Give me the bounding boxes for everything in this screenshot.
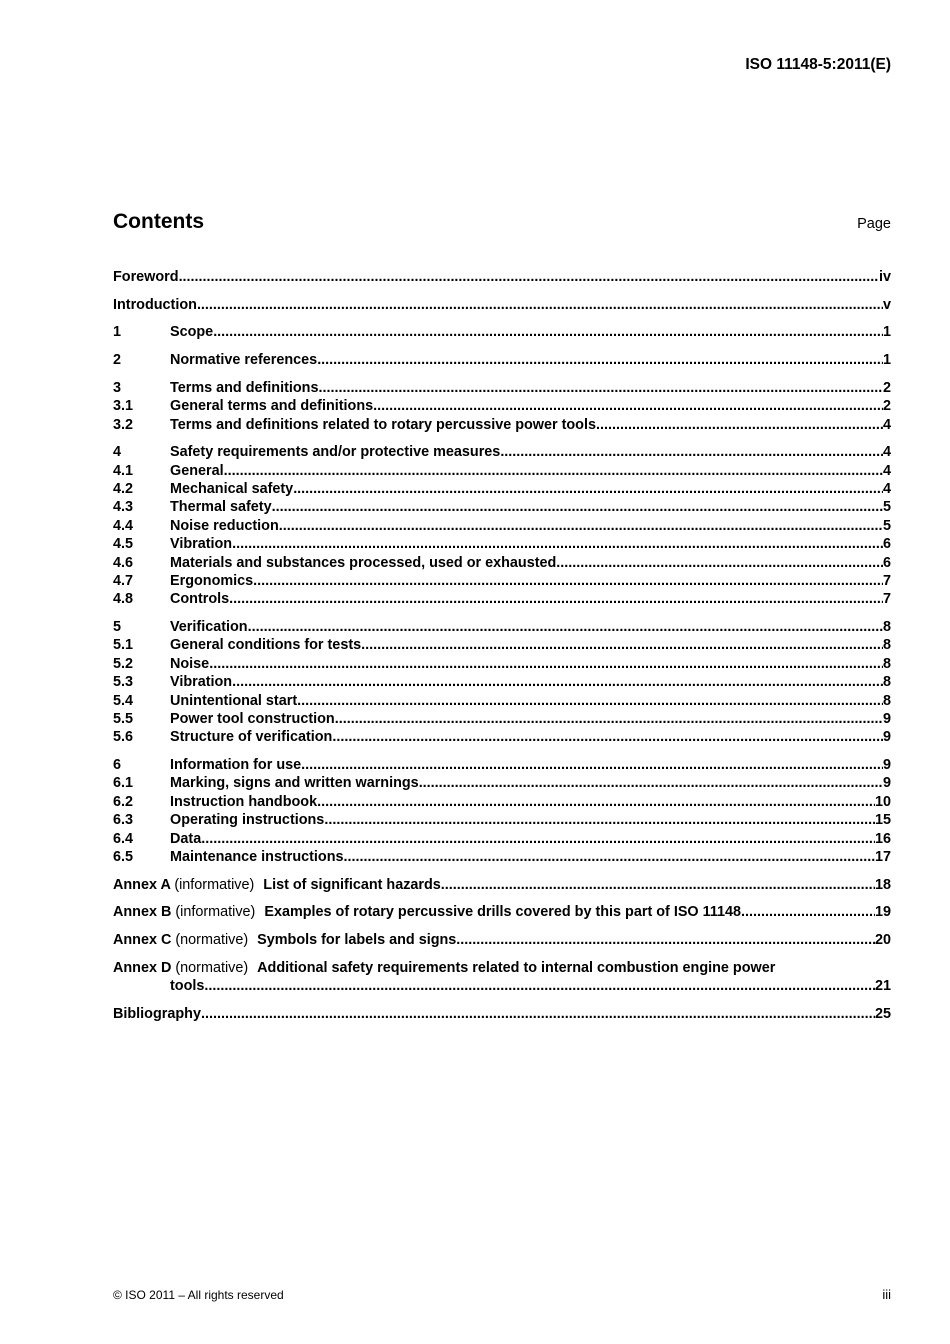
toc-entry-title: Scope <box>170 324 214 341</box>
annex-letter: Annex A <box>113 876 171 893</box>
toc-entry-page: 2 <box>882 379 891 396</box>
toc-entry-title: Instruction handbook <box>170 793 318 810</box>
toc-entry-number: 5.1 <box>113 637 134 654</box>
toc-entry-title: Unintentional start <box>170 692 298 709</box>
toc-annex-entry[interactable] <box>113 876 891 894</box>
dot-leader <box>456 931 875 949</box>
toc-entry-title: Data <box>170 830 202 847</box>
toc-entry-title: Marking, signs and written warnings <box>170 775 419 792</box>
toc-entry-page: 8 <box>882 619 891 636</box>
dot-leader <box>344 848 875 866</box>
toc-entry-title: Additional safety requirements related to internal combustion engine power <box>257 959 776 976</box>
annex-label <box>113 903 255 921</box>
toc-entry-title: Controls <box>170 591 230 608</box>
toc-entry-title: Mechanical safety <box>170 481 294 497</box>
toc-entry-page: 4 <box>882 481 891 497</box>
dot-leader <box>248 618 883 636</box>
dot-leader <box>318 379 883 397</box>
toc-entry-title: Verification <box>170 619 248 636</box>
toc-entry-number: 3.1 <box>113 398 134 415</box>
toc-entry[interactable] <box>113 296 891 314</box>
toc-entry[interactable] <box>113 830 891 848</box>
dot-leader <box>179 268 879 286</box>
toc-entry-page: iv <box>878 269 891 285</box>
toc-entry-number: 4.8 <box>113 591 134 608</box>
toc-entry[interactable] <box>113 756 891 774</box>
toc-entry-number: 3.2 <box>113 416 134 433</box>
toc-entry-number: 3 <box>113 379 122 396</box>
toc-entry-number: 4.5 <box>113 536 134 553</box>
toc-entry-page: 7 <box>882 591 891 608</box>
toc-entry-title: Vibration <box>170 674 233 691</box>
dot-leader <box>213 323 883 341</box>
annex-letter: Annex C <box>113 932 172 949</box>
annex-letter: Annex D <box>113 959 172 976</box>
toc-entry-title: Foreword <box>113 269 179 285</box>
toc-entry[interactable] <box>113 774 891 792</box>
toc-entry-number: 4.1 <box>113 462 134 479</box>
toc-entry[interactable] <box>113 673 891 691</box>
toc-entry-number: 4.6 <box>113 554 134 571</box>
toc-entry-number: 4.2 <box>113 481 134 497</box>
toc-entry-page: v <box>882 296 891 313</box>
toc-entry-page: 1 <box>882 352 891 369</box>
toc-entry-number: 4.4 <box>113 517 134 534</box>
dot-leader <box>556 554 883 572</box>
toc-entry-title: Introduction <box>113 296 197 313</box>
toc-entry-title: Thermal safety <box>170 499 272 516</box>
toc-entry[interactable] <box>113 728 891 746</box>
toc-entry-title: Maintenance instructions <box>170 849 344 866</box>
dot-leader <box>197 296 883 314</box>
toc-entry[interactable] <box>113 480 891 498</box>
toc-annex-entry[interactable] <box>113 903 891 921</box>
dot-leader <box>201 1005 875 1023</box>
toc-entry-number: 6.1 <box>113 775 134 792</box>
toc-entry-number: 5.6 <box>113 729 134 746</box>
toc-entry-page: 16 <box>874 830 891 847</box>
toc-entry[interactable] <box>113 416 891 434</box>
toc-entry-number: 6.4 <box>113 830 134 847</box>
dot-leader <box>596 416 883 434</box>
toc-entry[interactable] <box>113 268 891 286</box>
toc-entry-page: 7 <box>882 572 891 589</box>
toc-entry-page: 4 <box>882 416 891 433</box>
toc-entry[interactable] <box>113 848 891 866</box>
toc-entry[interactable] <box>113 710 891 728</box>
toc-entry[interactable] <box>113 351 891 369</box>
page-number: iii <box>882 1287 891 1302</box>
toc-entry-title: Materials and substances processed, used or exhausted <box>170 554 557 571</box>
dot-leader <box>209 655 883 673</box>
toc-entry-number: 4.3 <box>113 499 134 516</box>
toc-entry-title: General <box>170 462 224 479</box>
toc-entry-page: 15 <box>874 812 891 829</box>
toc-entry-page: 6 <box>882 536 891 553</box>
toc-entry-title: Noise reduction <box>170 517 279 534</box>
toc-entry-page: 1 <box>882 324 891 341</box>
toc-entry[interactable] <box>113 655 891 673</box>
toc-entry-title: Terms and definitions related to rotary percussive power tools <box>170 416 596 433</box>
toc-entry-number: 2 <box>113 352 122 369</box>
annex-letter: Annex B <box>113 904 172 921</box>
toc-entry[interactable] <box>113 554 891 572</box>
toc-entry[interactable] <box>113 636 891 654</box>
toc-entry-number: 5.3 <box>113 674 134 691</box>
dot-leader <box>332 728 883 746</box>
toc-entry-number: 5 <box>113 619 122 636</box>
toc-entry-title: Symbols for labels and signs <box>257 932 457 949</box>
dot-leader <box>204 977 875 995</box>
toc-entry-title: Structure of verification <box>170 729 333 746</box>
dot-leader <box>272 498 883 516</box>
toc-entry-number: 5.4 <box>113 692 134 709</box>
toc-entry-page: 8 <box>882 674 891 691</box>
toc-entry-number: 1 <box>113 324 122 341</box>
toc-entry-page: 5 <box>882 499 891 516</box>
dot-leader <box>324 811 875 829</box>
dot-leader <box>201 830 875 848</box>
toc-entry-title: Normative references <box>170 352 318 369</box>
toc-entry-title: Vibration <box>170 536 233 553</box>
dot-leader <box>361 636 883 654</box>
dot-leader <box>441 876 875 894</box>
dot-leader <box>373 397 883 415</box>
toc-entry-page: 18 <box>874 876 891 893</box>
annex-type: (normative) <box>175 959 249 976</box>
toc-entry[interactable] <box>113 535 891 553</box>
page-title: Contents <box>113 210 204 233</box>
copyright-notice: © ISO 2011 – All rights reserved <box>113 1288 284 1302</box>
dot-leader <box>301 756 883 774</box>
toc-entry-page: 8 <box>882 655 891 672</box>
toc-entry-title: Ergonomics <box>170 572 254 589</box>
toc-entry[interactable] <box>113 590 891 608</box>
toc-entry-title: Terms and definitions <box>170 379 319 396</box>
toc-entry-page: 9 <box>882 710 891 727</box>
toc-entry-number: 6 <box>113 757 122 774</box>
annex-type: (informative) <box>175 904 256 921</box>
dot-leader <box>232 673 883 691</box>
toc-annex-entry[interactable] <box>113 959 891 977</box>
dot-leader <box>224 462 883 480</box>
toc-entry-title: List of significant hazards <box>263 876 441 893</box>
toc-entry-page: 4 <box>882 462 891 479</box>
dot-leader <box>317 351 883 369</box>
toc-entry-title: General conditions for tests <box>170 637 362 654</box>
toc-entry-number: 6.2 <box>113 793 134 810</box>
annex-label <box>113 876 254 894</box>
dot-leader <box>229 590 883 608</box>
toc-entry-title: Operating instructions <box>170 812 325 829</box>
toc-entry-number: 6.5 <box>113 849 134 866</box>
dot-leader <box>419 774 883 792</box>
toc-entry[interactable] <box>113 323 891 341</box>
toc-entry-title: Bibliography <box>113 1005 201 1022</box>
annex-type: (informative) <box>174 876 255 893</box>
toc-entry-page: 9 <box>882 775 891 792</box>
toc-entry-title: General terms and definitions <box>170 398 374 415</box>
toc-annex-entry-continued[interactable] <box>113 977 891 995</box>
toc-entry-page: 19 <box>874 904 891 921</box>
toc-entry-number: 4 <box>113 444 122 461</box>
page-column-label: Page <box>857 216 891 232</box>
toc-entry-page: 5 <box>882 517 891 534</box>
toc-entry[interactable] <box>113 572 891 590</box>
dot-leader <box>317 793 875 811</box>
toc-entry[interactable] <box>113 692 891 710</box>
toc-bibliography-entry[interactable] <box>113 1005 891 1023</box>
toc-entry-page: 4 <box>882 444 891 461</box>
toc-entry-page: 8 <box>882 637 891 654</box>
dot-leader <box>279 517 883 535</box>
dot-leader <box>232 535 883 553</box>
toc-entry[interactable] <box>113 517 891 535</box>
dot-leader <box>253 572 883 590</box>
toc-annex-entry[interactable] <box>113 931 891 949</box>
toc-entry-title: Power tool construction <box>170 710 335 727</box>
toc-entry[interactable] <box>113 443 891 461</box>
dot-leader <box>293 480 883 498</box>
annex-label <box>113 931 248 949</box>
toc-entry-page: 17 <box>874 849 891 866</box>
dot-leader <box>741 903 875 921</box>
toc-entry-title: Examples of rotary percussive drills covered by this part of ISO 11148 <box>264 904 742 921</box>
toc-entry-page: 10 <box>874 793 891 810</box>
annex-type: (normative) <box>175 932 249 949</box>
toc-entry-title: Safety requirements and/or protective measures <box>170 444 501 461</box>
toc-entry-number: 5.5 <box>113 710 134 727</box>
toc-entry[interactable] <box>113 462 891 480</box>
document-id: ISO 11148-5:2011(E) <box>745 56 891 73</box>
toc-entry-page: 8 <box>882 692 891 709</box>
toc-entry[interactable] <box>113 811 891 829</box>
toc-entry-page: 9 <box>882 729 891 746</box>
toc-entry-page: 25 <box>874 1005 891 1022</box>
toc-entry-page: 6 <box>882 554 891 571</box>
toc-entry[interactable] <box>113 498 891 516</box>
table-of-contents <box>113 268 891 1023</box>
annex-label <box>113 959 248 977</box>
toc-entry-page: 9 <box>882 757 891 774</box>
toc-entry-title-continued: tools <box>170 978 205 995</box>
dot-leader <box>335 710 883 728</box>
toc-entry[interactable] <box>113 793 891 811</box>
dot-leader <box>297 692 883 710</box>
toc-entry-page: 20 <box>874 932 891 949</box>
toc-entry-title: Noise <box>170 655 210 672</box>
toc-entry-number: 5.2 <box>113 655 134 672</box>
toc-entry-number: 4.7 <box>113 572 134 589</box>
toc-entry-number: 6.3 <box>113 812 134 829</box>
dot-leader <box>500 443 883 461</box>
toc-entry-page: 21 <box>874 978 891 995</box>
toc-entry[interactable] <box>113 397 891 415</box>
toc-entry-page: 2 <box>882 398 891 415</box>
toc-entry-title: Information for use <box>170 757 302 774</box>
toc-entry[interactable] <box>113 618 891 636</box>
toc-entry[interactable] <box>113 379 891 397</box>
